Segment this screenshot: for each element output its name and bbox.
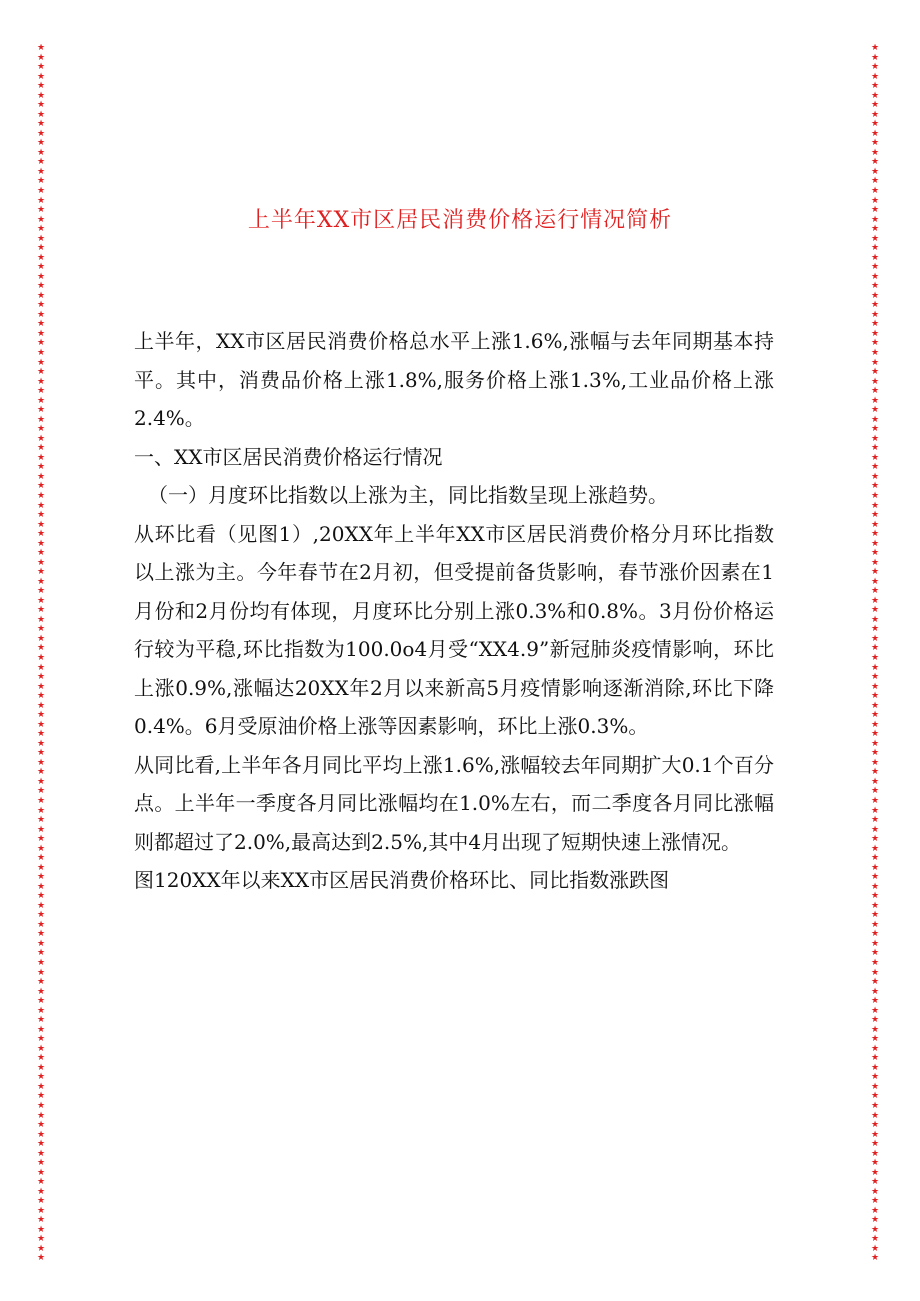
star-icon: ★: [870, 872, 880, 883]
star-icon: ★: [36, 910, 46, 921]
star-icon: ★: [36, 233, 46, 244]
star-icon: ★: [36, 538, 46, 549]
star-icon: ★: [870, 776, 880, 787]
star-icon: ★: [36, 81, 46, 92]
star-icon: ★: [870, 1253, 880, 1264]
star-icon: ★: [36, 958, 46, 968]
star-icon: ★: [36, 185, 46, 196]
star-icon: ★: [36, 595, 46, 606]
star-icon: ★: [36, 328, 46, 339]
star-icon: ★: [870, 1015, 880, 1026]
star-icon: ★: [870, 910, 880, 921]
star-icon: ★: [870, 624, 880, 635]
star-icon: ★: [36, 109, 46, 120]
star-icon: ★: [870, 214, 880, 225]
star-icon: ★: [36, 891, 46, 902]
star-icon: ★: [36, 1034, 46, 1045]
section-heading: 一、XX市区居民消费价格运行情况: [134, 444, 443, 469]
star-icon: ★: [36, 900, 46, 911]
star-icon: ★: [36, 872, 46, 883]
star-icon: ★: [36, 624, 46, 635]
year-on-year-paragraph: 从同比看,上半年各月同比平均上涨1.6%,涨幅较去年同期扩大0.1个百分点。上半年一季度各月同比涨幅均在1.0%左右，而二季度各月同比涨幅则都超过了2.0%,最高达到2.5%,其中4月出现了短期快速上涨情况。: [134, 752, 774, 854]
star-icon: ★: [870, 805, 880, 816]
star-icon: ★: [870, 62, 880, 73]
star-icon: ★: [870, 1177, 880, 1188]
star-icon: ★: [870, 643, 880, 654]
star-icon: ★: [36, 1129, 46, 1140]
star-icon: ★: [36, 443, 46, 454]
star-icon: ★: [870, 815, 880, 826]
star-icon: ★: [36, 929, 46, 940]
star-icon: ★: [870, 338, 880, 349]
star-icon: ★: [36, 90, 46, 101]
star-icon: ★: [870, 1234, 880, 1245]
star-icon: ★: [870, 424, 880, 435]
star-icon: ★: [870, 595, 880, 606]
star-icon: ★: [870, 929, 880, 940]
star-icon: ★: [870, 109, 880, 120]
star-icon: ★: [870, 176, 880, 187]
star-icon: ★: [870, 586, 880, 597]
star-icon: ★: [36, 748, 46, 759]
star-icon: ★: [36, 1120, 46, 1131]
star-icon: ★: [870, 748, 880, 759]
star-icon: ★: [36, 405, 46, 416]
star-icon: ★: [870, 443, 880, 454]
star-icon: ★: [36, 290, 46, 301]
star-icon: ★: [870, 729, 880, 740]
star-icon: ★: [36, 862, 46, 873]
star-icon: ★: [870, 719, 880, 730]
star-icon: ★: [870, 1243, 880, 1254]
star-icon: ★: [36, 815, 46, 826]
star-icon: ★: [36, 805, 46, 816]
summary-paragraph: 上半年，XX市区居民消费价格总水平上涨1.6%,涨幅与去年同期基本持平。其中，消费品价格上涨1.8%,服务价格上涨1.3%,工业品价格上涨2.4%。: [134, 329, 774, 430]
star-icon: ★: [36, 529, 46, 540]
star-icon: ★: [36, 710, 46, 721]
star-icon: ★: [870, 605, 880, 616]
star-icon: ★: [36, 567, 46, 578]
star-icon: ★: [36, 224, 46, 235]
star-icon: ★: [36, 1015, 46, 1026]
star-icon: ★: [36, 44, 46, 53]
star-icon: ★: [36, 452, 46, 463]
star-icon: ★: [36, 1062, 46, 1073]
star-icon: ★: [870, 271, 880, 282]
star-icon: ★: [36, 834, 46, 845]
star-icon: ★: [36, 986, 46, 997]
star-icon: ★: [870, 1024, 880, 1035]
star-icon: ★: [36, 367, 46, 378]
star-icon: ★: [870, 538, 880, 549]
star-icon: ★: [36, 348, 46, 358]
star-icon: ★: [36, 853, 46, 864]
star-icon: ★: [36, 643, 46, 654]
star-icon: ★: [870, 395, 880, 406]
star-icon: ★: [870, 348, 880, 358]
star-icon: ★: [36, 795, 46, 806]
star-icon: ★: [36, 729, 46, 740]
subsection-heading: （一）月度环比指数以上涨为主，同比指数呈现上涨趋势。: [148, 483, 668, 507]
star-icon: ★: [36, 1024, 46, 1035]
star-icon: ★: [36, 500, 46, 511]
star-icon: ★: [870, 490, 880, 501]
star-icon: ★: [870, 185, 880, 196]
star-icon: ★: [36, 471, 46, 482]
star-icon: ★: [870, 309, 880, 320]
star-icon: ★: [870, 862, 880, 873]
star-icon: ★: [36, 128, 46, 139]
star-icon: ★: [36, 195, 46, 206]
star-icon: ★: [36, 843, 46, 854]
star-icon: ★: [36, 691, 46, 702]
star-icon: ★: [36, 757, 46, 768]
star-icon: ★: [36, 824, 46, 835]
star-icon: ★: [870, 1129, 880, 1140]
star-icon: ★: [870, 405, 880, 416]
star-icon: ★: [36, 119, 46, 130]
star-icon: ★: [870, 691, 880, 702]
star-icon: ★: [36, 586, 46, 597]
star-icon: ★: [36, 1196, 46, 1207]
star-icon: ★: [870, 510, 880, 521]
star-icon: ★: [870, 1110, 880, 1121]
star-icon: ★: [870, 1215, 880, 1226]
document-body: [134, 322, 774, 900]
star-icon: ★: [870, 824, 880, 835]
star-icon: ★: [870, 100, 880, 111]
star-icon: ★: [870, 681, 880, 692]
star-icon: ★: [36, 157, 46, 168]
star-icon: ★: [36, 300, 46, 311]
star-icon: ★: [36, 1253, 46, 1264]
star-icon: ★: [870, 433, 880, 444]
star-icon: ★: [36, 414, 46, 425]
star-icon: ★: [36, 700, 46, 711]
star-icon: ★: [870, 471, 880, 482]
star-icon: ★: [870, 243, 880, 254]
star-icon: ★: [870, 700, 880, 711]
star-icon: ★: [36, 1081, 46, 1092]
star-icon: ★: [870, 44, 880, 53]
star-icon: ★: [36, 205, 46, 216]
star-icon: ★: [36, 433, 46, 444]
star-icon: ★: [36, 548, 46, 559]
figure-caption: 图120XX年以来XX市区居民消费价格环比、同比指数涨跌图: [134, 868, 670, 892]
star-icon: ★: [870, 300, 880, 311]
star-icon: ★: [870, 319, 880, 330]
star-icon: ★: [870, 376, 880, 387]
star-icon: ★: [36, 490, 46, 501]
star-icon: ★: [870, 71, 880, 82]
star-icon: ★: [36, 309, 46, 320]
star-icon: ★: [870, 653, 880, 663]
star-icon: ★: [36, 1205, 46, 1216]
star-icon: ★: [870, 662, 880, 673]
star-icon: ★: [870, 958, 880, 968]
star-icon: ★: [36, 653, 46, 663]
star-icon: ★: [36, 147, 46, 158]
star-icon: ★: [870, 481, 880, 492]
star-icon: ★: [870, 986, 880, 997]
star-icon: ★: [870, 633, 880, 644]
star-icon: ★: [870, 138, 880, 149]
star-icon: ★: [36, 996, 46, 1007]
star-icon: ★: [36, 357, 46, 368]
star-icon: ★: [870, 1224, 880, 1235]
star-icon: ★: [870, 795, 880, 806]
star-icon: ★: [870, 81, 880, 92]
star-icon: ★: [870, 948, 880, 959]
star-icon: ★: [870, 891, 880, 902]
star-icon: ★: [870, 1148, 880, 1159]
star-icon: ★: [36, 462, 46, 473]
document-title: 上半年XX市区居民消费价格运行情况简析: [247, 208, 673, 233]
star-icon: ★: [36, 243, 46, 254]
star-icon: ★: [36, 1158, 46, 1169]
star-icon: ★: [36, 271, 46, 282]
star-icon: ★: [870, 767, 880, 778]
star-icon: ★: [36, 719, 46, 730]
star-icon: ★: [870, 672, 880, 683]
star-icon: ★: [870, 195, 880, 206]
star-icon: ★: [870, 1196, 880, 1207]
star-icon: ★: [870, 919, 880, 930]
star-icon: ★: [36, 1148, 46, 1159]
star-icon: ★: [36, 281, 46, 292]
star-icon: ★: [870, 452, 880, 463]
star-icon: ★: [870, 386, 880, 397]
star-icon: ★: [870, 1139, 880, 1150]
star-icon: ★: [36, 967, 46, 978]
star-icon: ★: [870, 90, 880, 101]
star-icon: ★: [36, 62, 46, 73]
star-icon: ★: [36, 919, 46, 930]
star-icon: ★: [870, 977, 880, 988]
star-icon: ★: [870, 557, 880, 568]
star-icon: ★: [36, 1234, 46, 1245]
star-icon: ★: [36, 481, 46, 492]
star-icon: ★: [870, 548, 880, 559]
star-icon: ★: [870, 147, 880, 158]
star-icon: ★: [870, 128, 880, 139]
star-icon: ★: [36, 424, 46, 435]
star-icon: ★: [870, 576, 880, 587]
star-icon: ★: [870, 1043, 880, 1054]
star-icon: ★: [36, 1110, 46, 1121]
star-icon: ★: [36, 319, 46, 330]
star-icon: ★: [870, 519, 880, 530]
star-icon: ★: [870, 367, 880, 378]
star-icon: ★: [870, 967, 880, 978]
star-icon: ★: [870, 757, 880, 768]
star-icon: ★: [36, 176, 46, 187]
star-icon: ★: [870, 252, 880, 263]
star-icon: ★: [36, 776, 46, 787]
star-icon: ★: [36, 395, 46, 406]
star-icon: ★: [36, 166, 46, 177]
star-icon: ★: [870, 1158, 880, 1169]
star-icon: ★: [870, 614, 880, 625]
star-icon: ★: [36, 1215, 46, 1226]
star-icon: ★: [36, 1177, 46, 1188]
star-icon: ★: [870, 834, 880, 845]
star-icon: ★: [870, 1062, 880, 1073]
star-icon: ★: [870, 52, 880, 63]
star-icon: ★: [870, 262, 880, 273]
star-icon: ★: [36, 1243, 46, 1254]
star-icon: ★: [870, 1053, 880, 1064]
star-icon: ★: [36, 100, 46, 111]
star-icon: ★: [36, 576, 46, 587]
star-icon: ★: [36, 1072, 46, 1083]
star-icon: ★: [870, 166, 880, 177]
star-icon: ★: [36, 881, 46, 892]
star-icon: ★: [36, 672, 46, 683]
star-icon: ★: [870, 357, 880, 368]
star-icon: ★: [870, 1100, 880, 1111]
star-icon: ★: [870, 119, 880, 130]
star-icon: ★: [36, 1167, 46, 1178]
star-icon: ★: [870, 738, 880, 749]
star-icon: ★: [870, 1081, 880, 1092]
star-icon: ★: [36, 738, 46, 749]
star-icon: ★: [870, 710, 880, 721]
star-icon: ★: [36, 138, 46, 149]
star-icon: ★: [870, 1186, 880, 1197]
star-icon: ★: [36, 938, 46, 949]
star-icon: ★: [870, 1167, 880, 1178]
star-icon: ★: [870, 462, 880, 473]
star-icon: ★: [870, 529, 880, 540]
star-icon: ★: [870, 290, 880, 301]
star-icon: ★: [870, 938, 880, 949]
star-icon: ★: [870, 881, 880, 892]
star-icon: ★: [870, 843, 880, 854]
star-icon: ★: [36, 1139, 46, 1150]
star-icon: ★: [36, 338, 46, 349]
star-icon: ★: [36, 1091, 46, 1102]
star-icon: ★: [36, 681, 46, 692]
star-icon: ★: [36, 519, 46, 530]
star-icon: ★: [36, 1224, 46, 1235]
star-icon: ★: [36, 71, 46, 82]
star-icon: ★: [36, 214, 46, 225]
star-icon: ★: [36, 1043, 46, 1054]
star-icon: ★: [870, 900, 880, 911]
star-icon: ★: [36, 1186, 46, 1197]
month-on-month-paragraph: 从环比看（见图1）,20XX年上半年XX市区居民消费价格分月环比指数以上涨为主。今年春节在2月初，但受提前备货影响，春节涨价因素在1月份和2月份均有体现，月度环比分别上涨0.3%和0.8%。3月份价格运行较为平稳,环比指数为100.0o4月受“XX4.9”新冠肺炎疫情影响，环比上涨0.9%,涨幅达20XX年2月以来新高5月疫情影响逐渐消除,环比下降0.4%。6月受原油价格上涨等因素影响，环比上涨0.3%。: [134, 521, 774, 738]
star-icon: ★: [36, 633, 46, 644]
star-icon: ★: [870, 157, 880, 168]
star-icon: ★: [36, 614, 46, 625]
star-icon: ★: [36, 262, 46, 273]
star-icon: ★: [36, 1100, 46, 1111]
star-icon: ★: [870, 996, 880, 1007]
star-icon: ★: [36, 662, 46, 673]
star-icon: ★: [870, 1005, 880, 1016]
star-icon: ★: [870, 414, 880, 425]
star-icon: ★: [36, 557, 46, 568]
star-icon: ★: [36, 605, 46, 616]
star-icon: ★: [870, 1091, 880, 1102]
star-icon: ★: [36, 1005, 46, 1016]
star-icon: ★: [870, 205, 880, 216]
star-icon: ★: [870, 1120, 880, 1131]
star-icon: ★: [870, 567, 880, 578]
star-icon: ★: [870, 1034, 880, 1045]
star-icon: ★: [36, 948, 46, 959]
star-icon: ★: [36, 767, 46, 778]
star-icon: ★: [36, 386, 46, 397]
star-icon: ★: [870, 281, 880, 292]
star-icon: ★: [36, 786, 46, 797]
star-icon: ★: [870, 328, 880, 339]
star-icon: ★: [36, 510, 46, 521]
star-icon: ★: [870, 786, 880, 797]
star-icon: ★: [870, 224, 880, 235]
star-icon: ★: [36, 1053, 46, 1064]
star-icon: ★: [870, 500, 880, 511]
star-icon: ★: [870, 233, 880, 244]
star-icon: ★: [36, 977, 46, 988]
star-icon: ★: [870, 1205, 880, 1216]
star-icon: ★: [36, 376, 46, 387]
star-icon: ★: [870, 1072, 880, 1083]
star-icon: ★: [36, 52, 46, 63]
star-icon: ★: [870, 853, 880, 864]
star-icon: ★: [36, 252, 46, 263]
